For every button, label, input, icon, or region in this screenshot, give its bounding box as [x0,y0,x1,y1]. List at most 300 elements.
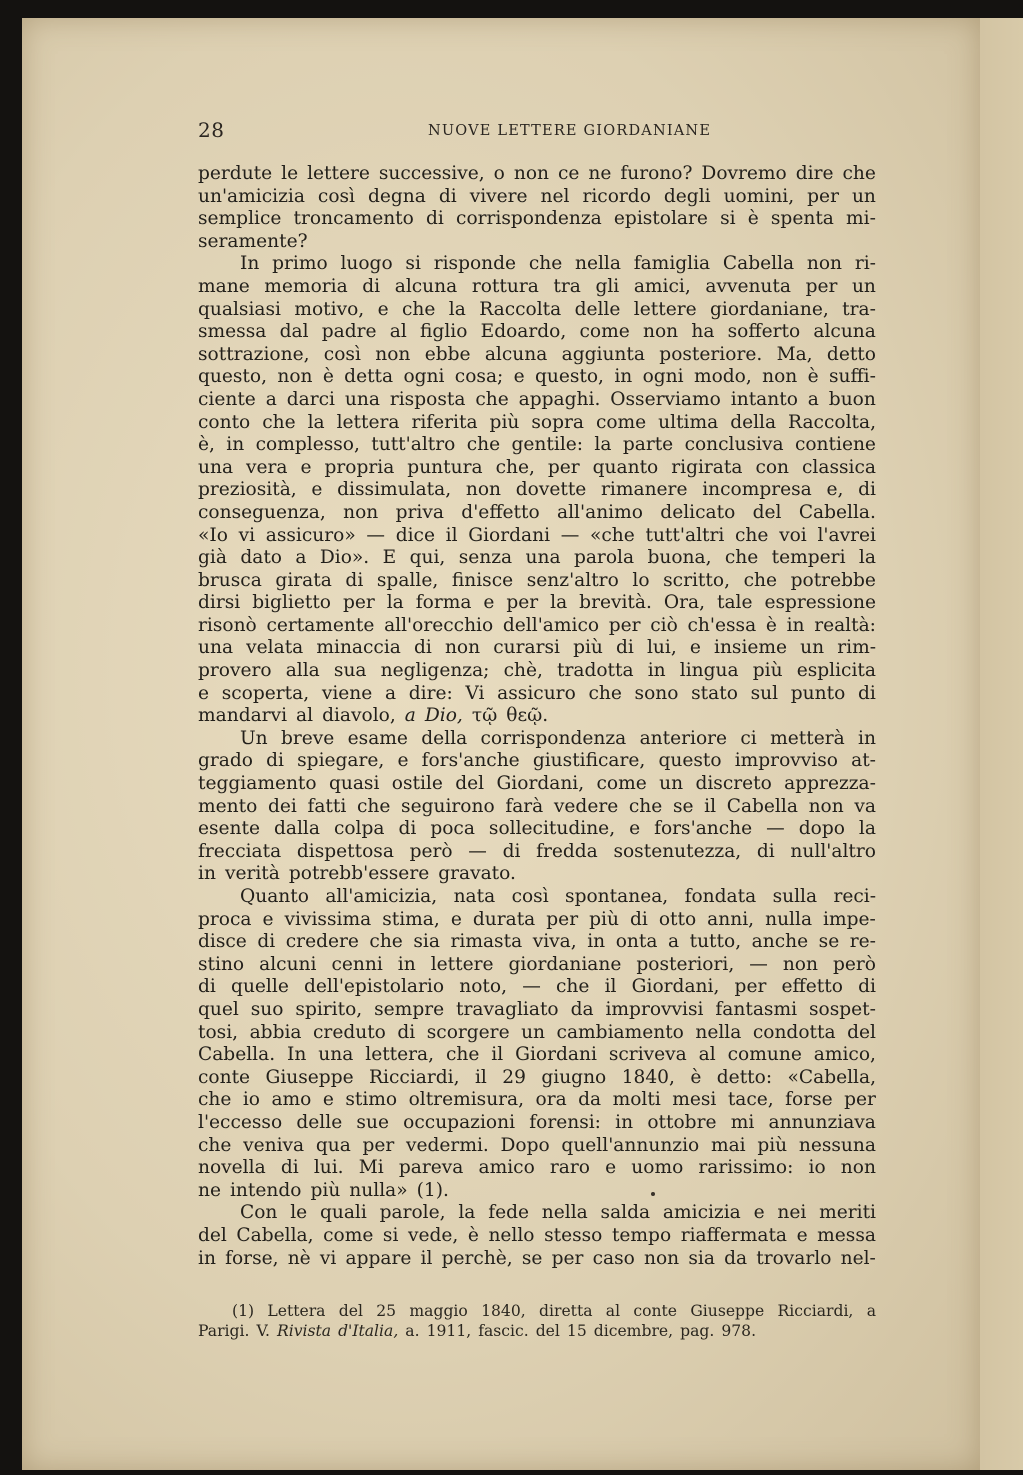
text-line [198,299,876,322]
word: che [198,1134,232,1156]
word: dovette [515,479,587,501]
word: non [644,1247,680,1269]
word: risposta [389,388,466,410]
word: velata [246,637,304,659]
text-line [198,1135,876,1158]
word: rottura [471,275,539,297]
word: tradotta [557,660,634,682]
word: parte [622,434,674,456]
text-line [198,931,876,954]
word: lettera, [365,1044,435,1066]
word: corrispondenza [480,727,627,749]
word: questo, [198,366,268,388]
word: ciente [198,388,256,410]
word: creduto [313,1021,386,1043]
word: nella [695,1021,742,1043]
text-line [198,660,876,683]
word: pag. [680,1322,715,1340]
word: in [858,727,876,749]
word: colpa [333,818,385,840]
word: alcuna [484,343,548,365]
word: per [608,614,641,636]
text-line [198,1112,876,1135]
word: che [401,298,436,320]
word: parole, [379,1202,446,1224]
word: stato [691,682,738,704]
word: così [511,886,549,907]
word: conte [633,1302,678,1320]
word: in [786,614,805,636]
word: stino [198,953,245,975]
word: dirsi [198,592,241,614]
word: all'animo [557,501,643,523]
word: vi [238,524,256,546]
word: forse [785,1089,833,1111]
word: degli [663,185,711,207]
word: ricordo [582,185,651,207]
word: è [747,208,759,230]
word: un [659,773,684,795]
word: re- [849,931,876,953]
word: spenta [770,208,834,230]
word: come [595,411,647,433]
word: però [832,953,876,975]
word: così [317,185,356,207]
word: lettere [307,163,370,184]
word: che [198,1089,232,1111]
word: impe- [823,908,876,930]
word: che [842,163,876,184]
word: perchè, [441,1247,513,1269]
word: si [405,253,421,275]
word: discreto [695,773,772,795]
word: nulla [765,908,813,930]
word: tutt'altri [645,524,725,546]
word: tale [716,592,753,614]
word: cosa; [454,366,504,388]
word: credere [285,931,359,953]
word: a. [405,1322,420,1340]
word: per [506,592,539,614]
word: un [521,1021,546,1043]
word: nè [287,1247,311,1269]
word: qualsiasi [198,298,281,320]
word: epistolare [613,208,708,230]
word: non [782,953,818,975]
word: di [398,818,417,840]
word: onta [615,931,658,953]
word: però [409,840,453,862]
word: ebbe [424,343,471,365]
word: ri- [854,253,876,275]
word: di [858,479,876,501]
word: — [749,953,768,975]
word: improvviso [734,750,838,772]
text-line [198,412,876,435]
word: seguirono [401,795,495,817]
word: ogni [403,366,445,388]
word: non [762,366,798,388]
word: ci [740,727,757,749]
word: questo [658,750,722,772]
word: un'amicizia [198,185,305,207]
word: sempre [374,998,445,1020]
word: tra [553,275,581,297]
word: e [322,1089,334,1111]
word: il [445,524,458,546]
word: dal [279,321,309,343]
text-line [198,570,876,593]
word: di [502,840,521,862]
word: del [338,1302,363,1320]
word: più [589,908,619,930]
word: che [743,569,777,591]
word: girata [275,569,332,591]
word: intendo [229,1179,302,1201]
word: pareva [398,1157,464,1179]
word: maggio [409,1302,468,1320]
word: vedermi. [406,1134,489,1156]
word: non [465,479,502,501]
text-line [198,231,876,254]
word: dispettosa [296,840,394,862]
word: non [375,343,411,365]
word: salda [600,1202,651,1224]
text-line [198,615,876,638]
word: della [421,727,468,749]
word: l'eccesso [198,1111,283,1133]
word: mento [198,795,258,817]
word: frecciata [198,840,282,862]
word: il [704,795,717,817]
word: (1). [416,1179,449,1201]
word: una [525,547,561,569]
word: è [467,1224,479,1246]
word: detta [344,366,394,388]
word: occupazioni [403,1111,516,1133]
word: Cabella. [198,1044,276,1066]
word: io [808,1157,826,1179]
word: potrebbe [790,569,876,591]
word: come [579,321,630,343]
word: brevità. [579,592,652,614]
word: per [551,1247,584,1269]
word: esplicita [796,660,876,682]
text-line [198,1089,876,1112]
word: alcuni [259,953,317,975]
word: vivere [469,185,528,207]
word: appaghi. [518,388,601,410]
word: anni, [707,908,755,930]
word: — [468,840,487,862]
word: meriti [819,1202,876,1224]
word: senz'altro [526,569,619,591]
word: di [857,682,876,704]
word: fors'anche [654,818,753,840]
word: la [386,592,404,614]
text-line [198,525,876,548]
word: a [295,547,307,569]
word: «Io [198,524,228,546]
word: breve [281,727,335,749]
word: come [323,1224,374,1246]
word: io [242,1089,261,1111]
word: seramente? [198,230,308,252]
word: una [344,388,380,410]
ink-speck [651,1192,655,1196]
word: quasi [328,773,380,795]
word: vivissima [284,908,372,930]
word: di [266,750,284,772]
word: sua [333,660,367,682]
word: Dio, [424,705,463,727]
word: e [198,682,210,704]
word: più [757,1134,788,1156]
word: e [450,908,462,930]
word: dell'epistolario [304,976,445,998]
word: una [198,456,234,478]
word: mesi [672,1089,717,1111]
word: Vi [465,682,485,704]
word: Edoardo, [480,321,567,343]
word: degna [368,185,426,207]
word: sul [750,682,779,704]
word: se [818,931,840,953]
word: lui. [313,1157,344,1179]
word: che [528,253,563,275]
text-line [198,1022,876,1045]
word: se [672,795,694,817]
text-line [198,186,876,209]
word: finisce [451,569,514,591]
word: grado [198,750,253,772]
word: teggiamento [198,773,317,795]
text-line [198,434,876,457]
word: che [262,411,296,433]
word: certamente [266,614,375,636]
footnote-line [198,1321,876,1341]
word: intanto [730,388,798,410]
word: non [840,1157,876,1179]
word: nel- [840,1247,876,1269]
word: contiene [794,434,876,456]
word: delle [574,298,621,320]
text-line [198,637,876,660]
word: ultima [658,411,719,433]
word: sostenutezza, [613,840,742,862]
word: cambiamento [556,1021,684,1043]
word: quelle [231,976,289,998]
word: nei [777,1202,807,1224]
word: stima, [382,908,440,930]
word: che [475,388,509,410]
word: risonò [198,614,257,636]
word: luogo [340,253,393,275]
word: spirito, [295,998,363,1020]
word: per [547,456,580,478]
word: ha [691,321,715,343]
text-line [198,773,876,796]
word: più [752,660,783,682]
word: sofferto [727,321,801,343]
word: come [596,773,647,795]
word: e [262,908,274,930]
word: chè, [503,660,543,682]
word: più [310,1179,341,1201]
word: di [257,931,276,953]
word: le [281,163,299,184]
word: non [343,501,379,523]
word: Lettera [267,1302,326,1320]
footnote-line [198,1301,876,1321]
word: incompresa [702,479,812,501]
word: curarsi [493,637,560,659]
word: tutt'altro [371,434,456,456]
word: sollecitudine, [488,818,616,840]
word: in [397,953,416,975]
word: di [426,208,444,230]
word: diretta [539,1302,593,1320]
word: temperi [771,547,846,569]
word: per [807,185,839,207]
word: scriveva [608,1044,687,1066]
word: Raccolta, [788,411,876,433]
word: tutto, [689,931,742,953]
word: successive, [378,163,485,184]
word: con [755,456,790,478]
word: e [377,298,389,320]
word: buon [828,388,876,410]
word: Cabella, [236,1224,314,1246]
word: da [578,1089,602,1111]
word: vera [246,456,288,478]
word: conclusiva [684,434,784,456]
word: at- [851,750,876,772]
word: lettere [633,298,697,320]
word: è [807,366,819,388]
word: travagliato [456,998,559,1020]
text-line [198,253,876,276]
word: mi [730,1111,755,1133]
text-line [198,999,876,1022]
word: abbia [249,1021,302,1043]
word: puntura [407,456,483,478]
word: e [483,592,495,614]
word: quell'annunzio [561,1134,700,1156]
word: e [300,456,312,478]
word: punto [790,682,846,704]
word: assicuro» [265,524,356,546]
word: di [362,275,381,297]
word: Giuseppe [265,1066,354,1088]
word: un [851,275,876,297]
word: 978. [721,1322,757,1340]
word: mai [710,1134,746,1156]
text-line [198,705,876,728]
word: Parigi. [198,1322,250,1340]
text-line [198,750,876,773]
word: vede, [407,1224,459,1246]
word: condotta [752,1021,836,1043]
word: quanto [592,456,659,478]
word: dell'amico [502,614,600,636]
word: in [614,366,633,388]
word: conto [198,411,251,433]
word: una [318,1044,354,1066]
word: non [808,795,844,817]
word: la [858,547,876,569]
word: τῷ [471,705,498,727]
word: da [724,1247,748,1269]
text-line [198,547,876,570]
word: veniva [243,1134,305,1156]
word: ogni [642,366,684,388]
word: 29 [502,1066,526,1088]
word: aggiunta [561,343,645,365]
word: e [796,1224,808,1246]
word: giordaniane, [709,298,829,320]
word: furono? [620,163,693,184]
word: 25 [376,1302,397,1320]
word: nessuna [798,1134,876,1156]
word: 15 [566,1322,587,1340]
word: novella [198,1157,266,1179]
word: effetto [781,976,843,998]
word: amicizia [662,1202,741,1224]
text-line [198,683,876,706]
word: il [420,1247,433,1269]
word: la [858,818,876,840]
text-line [198,276,876,299]
text-line [198,728,876,751]
word: lo [632,569,650,591]
word: nata [453,886,496,907]
word: diavolo, [322,705,396,727]
word: metterà [770,727,845,749]
word: Rivista [276,1322,332,1340]
word: le [290,1202,308,1224]
word: è [690,1066,702,1088]
word: troncamento [293,208,414,230]
word: lingua [679,660,739,682]
word: 1911, [426,1322,472,1340]
word: messa [817,1224,876,1246]
word: mi- [846,208,876,230]
word: — [366,524,385,546]
word: improvvisi [605,998,704,1020]
word: e [753,1202,765,1224]
word: spontanea, [565,886,669,907]
word: per [362,1134,395,1156]
word: che [735,524,769,546]
word: in [198,863,216,885]
word: all'orecchio [384,614,494,636]
word: di [858,976,876,998]
word: un [800,637,825,659]
word: in [587,931,606,953]
word: va [854,795,876,817]
word: motivo, [294,298,365,320]
word: qua [315,1134,351,1156]
word: dei [267,795,297,817]
word: V. [256,1322,270,1340]
text-line [198,502,876,525]
word: a [404,705,416,727]
word: di [198,976,216,998]
word: giugno [541,1066,607,1088]
word: per [546,908,579,930]
word: forensi: [529,1111,601,1133]
